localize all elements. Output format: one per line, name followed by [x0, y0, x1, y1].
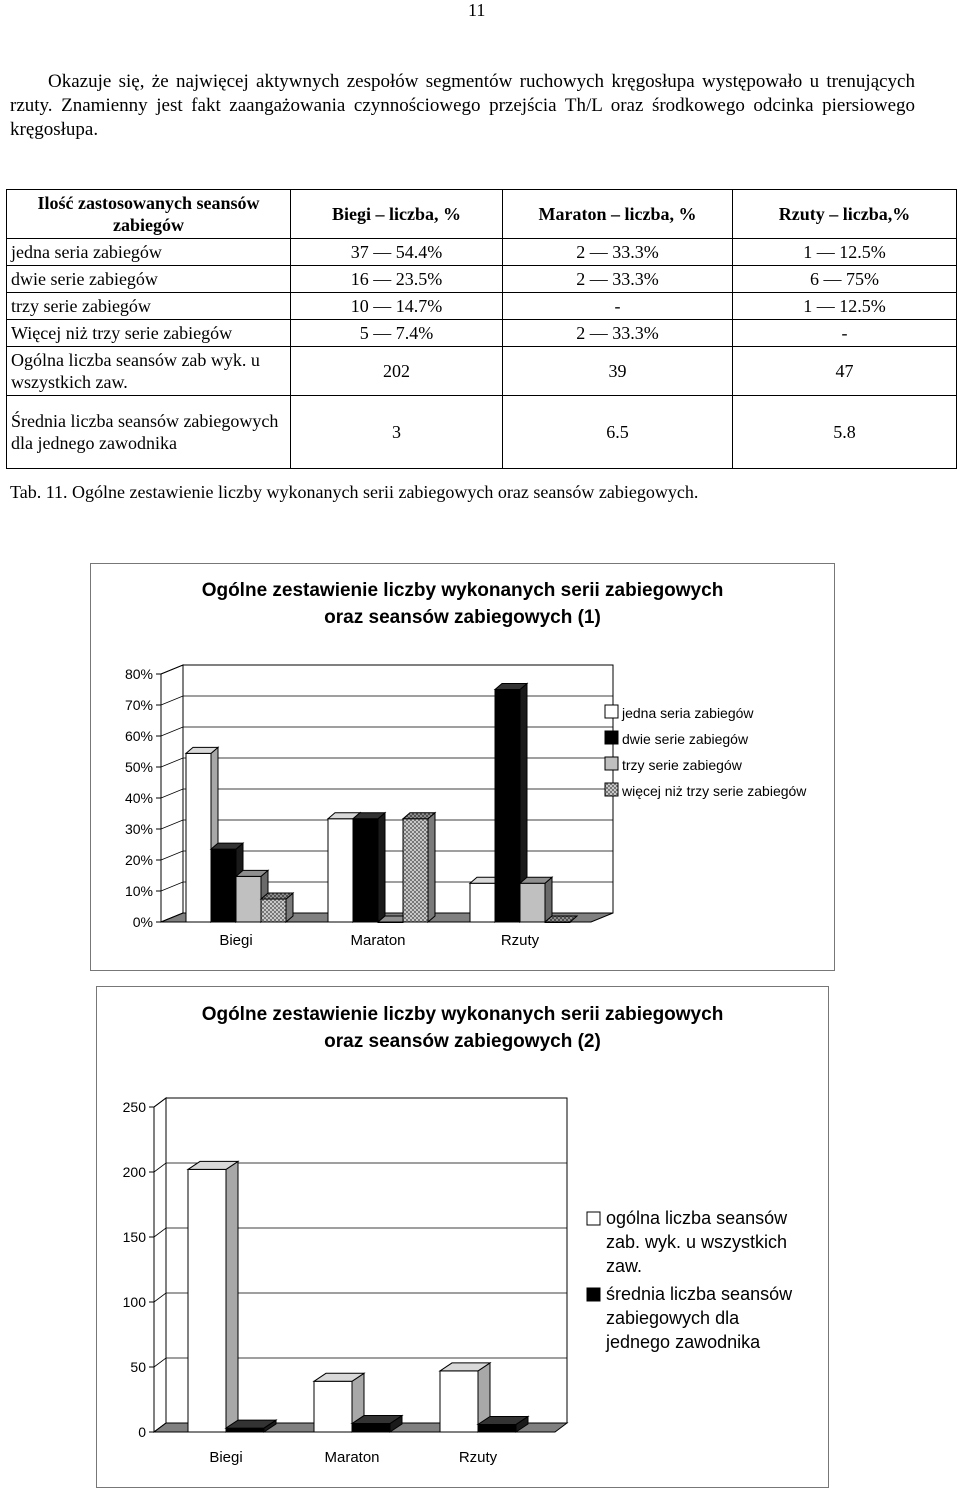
table-header-cell: Biegi – liczba, % [291, 190, 503, 239]
bar [353, 813, 385, 922]
x-category-label: Biegi [219, 932, 253, 949]
y-tick-label: 70% [124, 697, 153, 713]
legend-swatch [587, 1288, 600, 1301]
bar [188, 1161, 238, 1432]
table-cell: - [503, 293, 733, 320]
bar [352, 1416, 402, 1432]
table-row [7, 293, 957, 320]
summary-table [6, 189, 957, 469]
chart-plot-1 [91, 564, 834, 970]
legend-label: zaw. [606, 1256, 643, 1276]
table-row-label: Ogólna liczba seansów zab wyk. u wszystkich zaw. [7, 347, 291, 396]
y-tick-label: 250 [122, 1099, 146, 1115]
y-tick-label: 50 [130, 1359, 146, 1375]
y-tick-label: 200 [122, 1164, 146, 1180]
y-tick-label: 0 [138, 1424, 146, 1440]
y-tick-label: 80% [124, 666, 153, 682]
chart-series-percentages [90, 563, 835, 971]
table-cell: 5 — 7.4% [291, 320, 503, 347]
bar [403, 813, 435, 922]
table-row [7, 320, 957, 347]
table-row [7, 266, 957, 293]
table-cell: 1 — 12.5% [733, 293, 957, 320]
x-category-label: Maraton [324, 1449, 380, 1466]
table-row [7, 347, 957, 396]
legend-label: trzy serie zabiegów [622, 757, 742, 773]
table-row-label: jedna seria zabiegów [7, 239, 291, 266]
table-header-row [7, 190, 957, 239]
table-cell: 3 [291, 396, 503, 469]
table-header-cell: Rzuty – liczba,% [733, 190, 957, 239]
table-row-label: trzy serie zabiegów [7, 293, 291, 320]
bar [261, 893, 293, 922]
legend-swatch [605, 731, 618, 744]
table-cell: 2 — 33.3% [503, 320, 733, 347]
table-cell: - [733, 320, 957, 347]
table-cell: 16 — 23.5% [291, 266, 503, 293]
page-number: 11 [468, 0, 486, 20]
chart-plot-2 [97, 987, 828, 1487]
y-tick-label: 50% [124, 759, 153, 775]
chart-title-line: oraz seansów zabiegowych (1) [324, 607, 601, 628]
legend-label: zab. wyk. u wszystkich [606, 1232, 788, 1252]
table-row [7, 239, 957, 266]
table-header-cell: Maraton – liczba, % [503, 190, 733, 239]
table-caption: Tab. 11. Ogólne zestawienie liczby wykonanych serii zabiegowych oraz seansów zabiegowych. [10, 482, 699, 502]
legend-swatch [605, 757, 618, 770]
side-wall [154, 1098, 166, 1432]
chart-session-counts [96, 986, 829, 1488]
intro-paragraph: Okazuje się, że najwięcej aktywnych zespołów segmentów ruchowych kręgosłupa występowało u trenujących rzuty. Znamienny jest fakt zaangażowania czynnościowego przejścia Th/L oraz środkowego odcinka piersiowego kręgosłupa. [10, 71, 915, 140]
x-category-label: Rzuty [458, 1449, 498, 1466]
y-tick-label: 40% [124, 790, 153, 806]
table-cell: 1 — 12.5% [733, 239, 957, 266]
legend-label: jednego zawodnika [606, 1332, 761, 1352]
legend-label: więcej niż trzy serie zabiegów [622, 783, 807, 799]
legend-label: jedna seria zabiegów [622, 705, 754, 721]
y-tick-label: 20% [124, 852, 153, 868]
y-tick-label: 10% [124, 883, 153, 899]
table-cell: 2 — 33.3% [503, 239, 733, 266]
table-row-label: Średnia liczba seansów zabiegowych dla jednego zawodnika [7, 396, 291, 469]
y-tick-label: 30% [124, 821, 153, 837]
table-cell: 39 [503, 347, 733, 396]
legend-label: dwie serie zabiegów [622, 731, 749, 747]
chart-title-line: Ogólne zestawienie liczby wykonanych serii zabiegowych [201, 1004, 724, 1025]
table-cell: 6 — 75% [733, 266, 957, 293]
table-cell: 47 [733, 347, 957, 396]
table-cell: 5.8 [733, 396, 957, 469]
legend-swatch [605, 783, 618, 796]
table-row [7, 396, 957, 469]
y-tick-label: 150 [122, 1229, 146, 1245]
y-tick-label: 100 [122, 1294, 146, 1310]
table-cell: 10 — 14.7% [291, 293, 503, 320]
table-body [7, 239, 957, 469]
y-tick-label: 60% [124, 728, 153, 744]
x-category-label: Biegi [209, 1449, 243, 1466]
x-category-label: Rzuty [500, 932, 540, 949]
bar [520, 877, 552, 922]
table-row-label: dwie serie zabiegów [7, 266, 291, 293]
table-cell: 2 — 33.3% [503, 266, 733, 293]
table-cell: 37 — 54.4% [291, 239, 503, 266]
table-cell: 6.5 [503, 396, 733, 469]
table-cell: 202 [291, 347, 503, 396]
legend-label: zabiegowych dla [606, 1308, 740, 1328]
legend-label: ogólna liczba seansów [606, 1208, 788, 1228]
legend-swatch [605, 705, 618, 718]
legend-swatch [587, 1212, 600, 1225]
table-row-label: Więcej niż trzy serie zabiegów [7, 320, 291, 347]
y-tick-label: 0% [132, 914, 153, 930]
table-header-cell: Ilość zastosowanych seansów zabiegów [7, 190, 291, 239]
x-category-label: Maraton [350, 932, 406, 949]
chart-title-line: oraz seansów zabiegowych (2) [324, 1031, 601, 1052]
legend-label: średnia liczba seansów [606, 1284, 793, 1304]
chart-title-line: Ogólne zestawienie liczby wykonanych serii zabiegowych [201, 580, 724, 601]
